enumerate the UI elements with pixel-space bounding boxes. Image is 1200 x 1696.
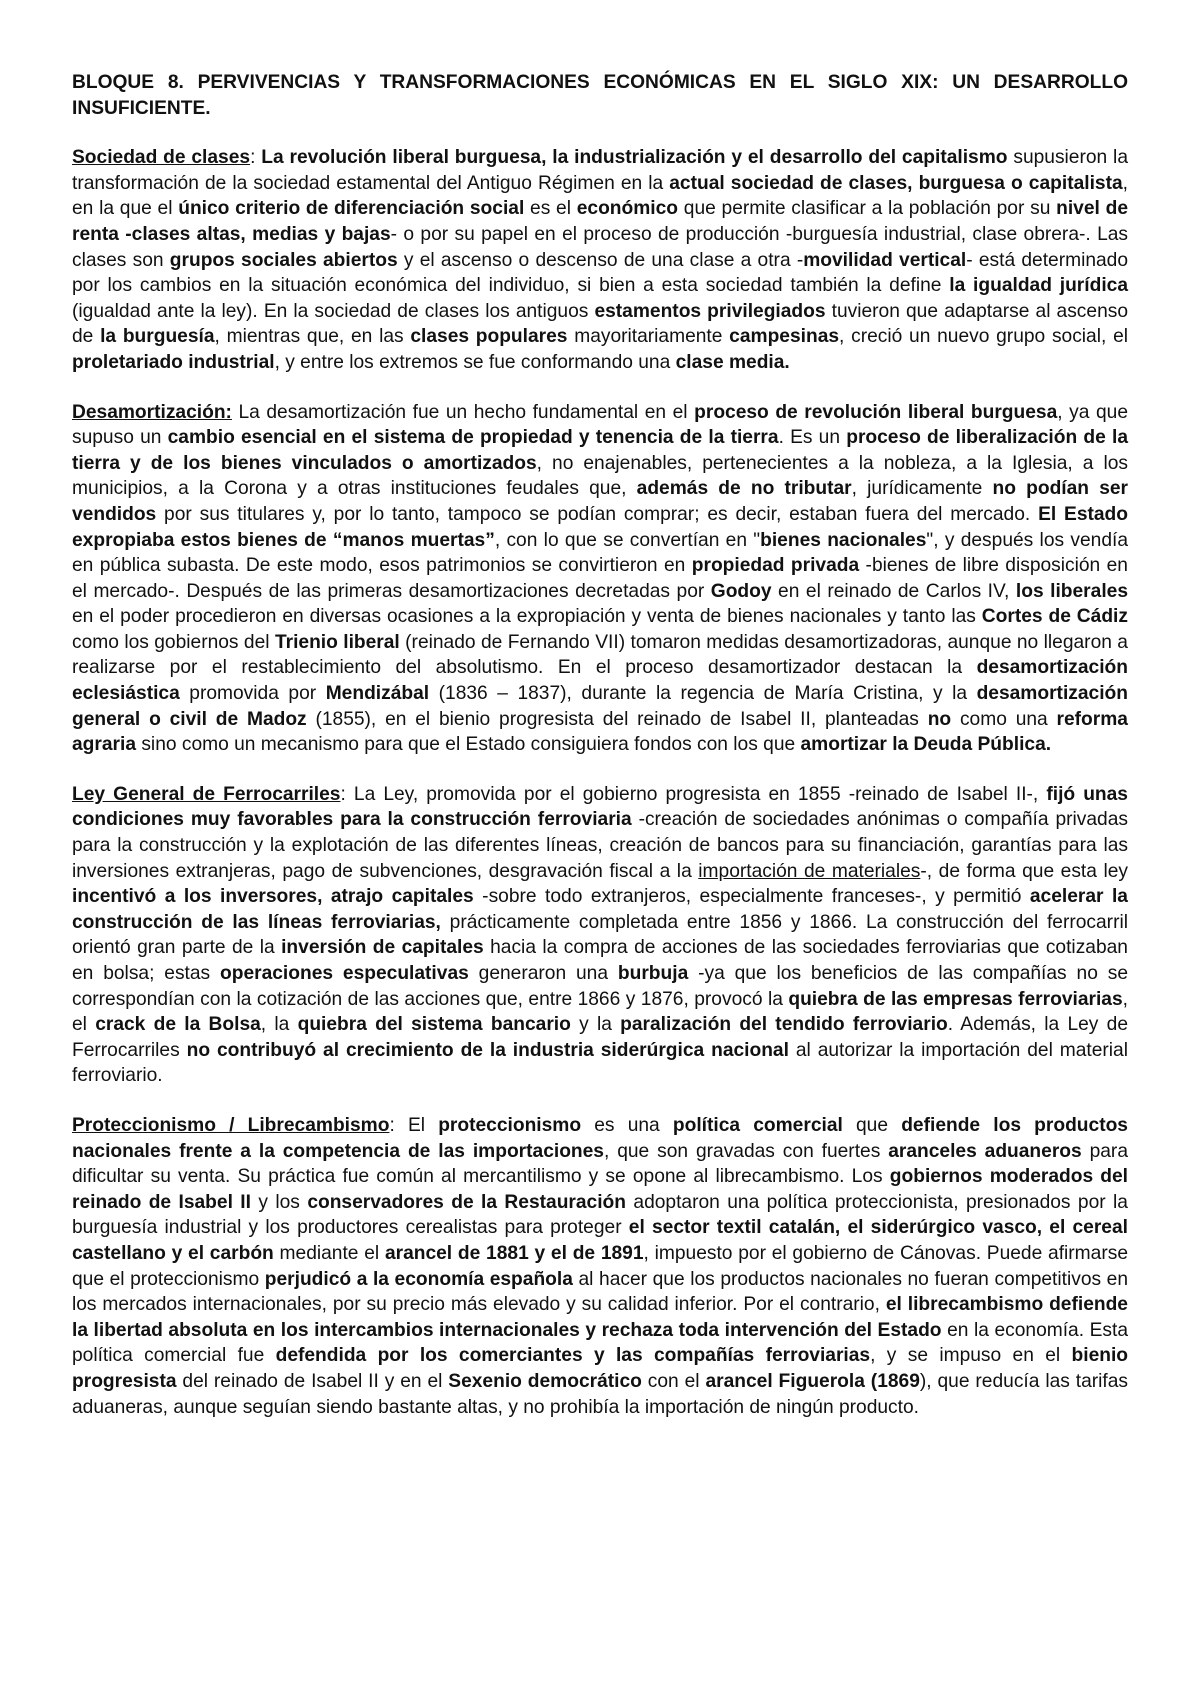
- emphasis-run: además de no tributar: [636, 478, 852, 500]
- emphasis-run: conservadores de la Restauración: [307, 1191, 626, 1213]
- emphasis-run: fijó unas condiciones muy favorables para la construcción ferroviaria: [72, 783, 1128, 831]
- text-run: tuvieron que adaptarse al ascenso de: [72, 300, 1129, 348]
- text-run: al autorizar la importación del material ferroviario.: [72, 1039, 1128, 1087]
- emphasis-run: burbuja: [617, 963, 689, 984]
- text-run: , y entre los extremos se fue conformando una: [274, 351, 676, 373]
- emphasis-run: único criterio de diferenciación social: [178, 198, 525, 220]
- section-desamortizacion: [72, 400, 1128, 758]
- text-run: y la: [570, 1014, 621, 1036]
- section-ley-ferrocarriles: [72, 782, 1128, 1089]
- text-run: -bienes de libre disposición en el mercado-. Después de las primeras desamortizaciones decretadas por: [72, 555, 1128, 602]
- text-run: : La Ley, promovida por el gobierno progresista en 1855 -reinado de Isabel II-,: [340, 783, 1047, 805]
- text-run: , no enajenables, pertenecientes a la nobleza, a la Iglesia, a los municipios, a la Corona y a otras instituciones feudales que,: [72, 452, 1128, 500]
- emphasis-run: proceso de liberalización de la tierra y de los bienes vinculados o amortizados: [72, 427, 1128, 474]
- emphasis-run: campesinas: [729, 326, 840, 348]
- text-run: ), que reducía las tarifas aduaneras, aunque seguían siendo bastante altas, y no prohibía la importación de ningún producto.: [72, 1370, 1128, 1418]
- emphasis-run: bienio progresista: [72, 1345, 1129, 1392]
- emphasis-run: defendida por los comerciantes y las compañías ferroviarias: [275, 1345, 871, 1367]
- section-heading: Ley General de Ferrocarriles: [72, 783, 341, 805]
- text-run: (reinado de Fernando VII) tomaron medidas desamortizadoras, aunque no llegaron a realizarse por el restablecimiento del absolutismo. En el proceso desamortizador destacan la: [72, 631, 1128, 679]
- emphasis-run: no podían ser vendidos: [72, 478, 1128, 525]
- emphasis-run: propiedad privada: [691, 555, 860, 577]
- text-run: es el: [524, 198, 577, 220]
- emphasis-run: inversión de capitales: [281, 937, 484, 959]
- text-run: . Además, la Ley de Ferrocarriles: [72, 1014, 1128, 1061]
- text-run: :: [250, 147, 262, 169]
- text-run: , creció un nuevo grupo social, el: [839, 326, 1128, 348]
- emphasis-run: los liberales: [1015, 580, 1128, 602]
- emphasis-run: Mendizábal: [325, 683, 430, 705]
- emphasis-run: desamortización general o civil de Madoz: [72, 683, 1128, 730]
- text-run: en el reinado de Carlos IV,: [771, 580, 1016, 602]
- text-run: promovida por: [179, 683, 326, 705]
- emphasis-run: no contribuyó al crecimiento de la industria siderúrgica nacional: [186, 1039, 789, 1061]
- text-run: adoptaron una política proteccionista, presionados por la burguesía industrial y los productores cerealistas para proteger: [72, 1191, 1128, 1239]
- emphasis-run: aranceles aduaneros: [888, 1140, 1082, 1162]
- emphasis-run: proletariado industrial: [72, 351, 275, 373]
- text-run: - o por su papel en el proceso de producción -burguesía industrial, clase obrera-. Las clases son: [72, 223, 1128, 271]
- text-run: como una: [951, 708, 1057, 730]
- emphasis-run: estamentos privilegiados: [594, 300, 826, 322]
- text-run: y el ascenso o descenso de una clase a otra -: [397, 249, 804, 271]
- text-run: -ya que los beneficios de las compañías no se correspondían con la cotización de las acciones que, entre 1866 y 1876, provocó la: [72, 963, 1128, 1010]
- text-run: mayoritariamente: [567, 326, 730, 348]
- text-run: que permite clasificar a la población por su: [678, 198, 1057, 220]
- text-run: , que son gravadas con fuertes: [603, 1140, 889, 1162]
- text-run: hacia la compra de acciones de las sociedades ferroviarias que cotizaban en bolsa; estas: [72, 937, 1128, 984]
- text-run: del reinado de Isabel II y en el: [176, 1370, 449, 1392]
- text-run: por sus titulares y, por lo tanto, tampoco se podían comprar; es decir, estaban fuera del mercado.: [156, 503, 1039, 525]
- emphasis-run: Sexenio democrático: [448, 1370, 642, 1392]
- emphasis-run: reforma agraria: [72, 708, 1128, 756]
- section-sociedad-de-clases: [72, 145, 1128, 375]
- section-proteccionismo-librecambismo: [72, 1113, 1128, 1420]
- emphasis-run: arancel Figuerola (1869: [705, 1370, 920, 1392]
- text-run: sino como un mecanismo para que el Estado consiguiera fondos con los que: [136, 734, 801, 756]
- text-run: , jurídicamente: [851, 478, 993, 500]
- emphasis-run: grupos sociales abiertos: [169, 249, 398, 271]
- emphasis-run: amortizar la Deuda Pública.: [800, 734, 1052, 756]
- text-run: como los gobiernos del: [72, 631, 275, 653]
- text-run: generaron una: [468, 963, 618, 984]
- text-run: , el: [72, 988, 1128, 1036]
- emphasis-run: la burguesía: [100, 326, 215, 348]
- text-run: al hacer que los productos nacionales no fueran competitivos en los mercados internacionales, por su precio más elevado y su calidad inferior. Por el contrario,: [72, 1268, 1129, 1316]
- text-run: La desamortización fue un hecho fundamental en el: [231, 401, 695, 423]
- text-run: y los: [250, 1191, 308, 1213]
- section-heading: Sociedad de clases: [72, 147, 251, 169]
- emphasis-run: El Estado expropiaba estos bienes de “manos muertas”: [72, 503, 1128, 551]
- text-run: es una: [581, 1114, 673, 1136]
- emphasis-run: la igualdad jurídica: [949, 275, 1128, 297]
- text-run: , y se impuso en el: [870, 1345, 1072, 1367]
- text-run: , impuesto por el gobierno de Cánovas. Puede afirmarse que el proteccionismo: [72, 1242, 1128, 1290]
- text-run: . Es un: [778, 427, 847, 449]
- emphasis-run: proceso de revolución liberal burguesa: [694, 401, 1058, 423]
- emphasis-run: clase media.: [675, 351, 790, 373]
- section-heading: Desamortización:: [72, 401, 232, 423]
- emphasis-run: Trienio liberal: [274, 631, 400, 653]
- emphasis-run: cambio esencial en el sistema de propiedad y tenencia de la tierra: [167, 427, 779, 449]
- text-run: prácticamente completada entre 1856 y 1866. La construcción del ferrocarril orientó gran parte de la: [72, 911, 1128, 959]
- emphasis-run: quiebra de las empresas ferroviarias: [788, 988, 1123, 1010]
- text-run: en el poder procedieron en diversas ocasiones a la expropiación y venta de bienes nacionales y tanto las: [72, 606, 982, 628]
- underlined-run: importación de materiales: [698, 860, 921, 882]
- text-run: en la economía. Esta política comercial fue: [72, 1319, 1128, 1367]
- text-run: mediante el: [273, 1242, 385, 1264]
- emphasis-run: no: [927, 708, 952, 730]
- text-run: -, de forma que esta ley: [920, 860, 1128, 882]
- text-run: supusieron la transformación de la sociedad estamental del Antiguo Régimen en la: [72, 147, 1128, 194]
- emphasis-run: movilidad vertical: [803, 249, 967, 271]
- emphasis-run: política comercial: [672, 1114, 843, 1136]
- text-run: , con lo que se convertían en ": [494, 529, 761, 551]
- emphasis-run: arancel de 1881 y el de 1891: [384, 1242, 644, 1264]
- emphasis-run: crack de la Bolsa: [95, 1014, 261, 1036]
- emphasis-run: perjudicó a la economía española: [264, 1268, 573, 1290]
- emphasis-run: acelerar la construcción de las líneas ferroviarias,: [72, 886, 1128, 933]
- emphasis-run: operaciones especulativas: [220, 963, 469, 984]
- text-run: - está determinado por los cambios en la situación económica del individuo, si bien a esta sociedad también la define: [72, 249, 1129, 297]
- document-title: BLOQUE 8. PERVIVENCIAS Y TRANSFORMACIONES ECONÓMICAS EN EL SIGLO XIX: UN DESARROLLO INSUFICIENTE.: [72, 72, 1128, 119]
- emphasis-run: nivel de renta -clases altas, medias y bajas: [72, 198, 1128, 245]
- emphasis-run: quiebra del sistema bancario: [297, 1014, 571, 1036]
- text-run: , la: [260, 1014, 298, 1036]
- text-run: (1855), en el bienio progresista del reinado de Isabel II, planteadas: [306, 708, 928, 730]
- emphasis-run: bienes nacionales: [760, 529, 927, 551]
- text-run: -sobre todo extranjeros, especialmente franceses-, y permitió: [473, 886, 1030, 908]
- emphasis-run: económico: [576, 198, 679, 220]
- text-run: , ya que supuso un: [72, 401, 1128, 449]
- emphasis-run: paralización del tendido ferroviario: [620, 1014, 948, 1036]
- text-run: : El: [389, 1114, 439, 1136]
- emphasis-run: La revolución liberal burguesa, la industrialización y el desarrollo del capitalismo: [261, 147, 1008, 169]
- text-run: , en la que el: [72, 172, 1128, 220]
- emphasis-run: actual sociedad de clases, burguesa o capitalista: [669, 172, 1123, 194]
- emphasis-run: Cortes de Cádiz: [981, 606, 1128, 628]
- text-run: (igualdad ante la ley). En la sociedad de clases los antiguos: [72, 300, 595, 322]
- text-run: , mientras que, en las: [214, 326, 411, 348]
- emphasis-run: el sector textil catalán, el siderúrgico vasco, el cereal castellano y el carbón: [72, 1217, 1128, 1264]
- text-run: (1836 – 1837), durante la regencia de María Cristina, y la: [429, 683, 977, 705]
- emphasis-run: incentivó a los inversores, atrajo capitales: [72, 886, 474, 908]
- emphasis-run: proteccionismo: [438, 1114, 582, 1136]
- emphasis-run: gobiernos moderados del reinado de Isabel II: [72, 1166, 1129, 1213]
- emphasis-run: el librecambismo defiende la libertad absoluta en los intercambios internacionales y rechaza toda intervención del Estado: [72, 1294, 1128, 1341]
- text-run: que: [842, 1114, 902, 1136]
- text-run: ", y después los vendía en pública subasta. De este modo, esos patrimonios se convirtieron en: [72, 529, 1128, 577]
- emphasis-run: defiende los productos nacionales frente a la competencia de las importaciones: [72, 1114, 1128, 1162]
- section-heading: Proteccionismo / Librecambismo: [72, 1114, 390, 1136]
- text-run: con el: [641, 1370, 706, 1392]
- emphasis-run: desamortización eclesiástica: [72, 657, 1128, 705]
- text-run: para dificultar su venta. Su práctica fue común al mercantilismo y se opone al librecambismo. Los: [72, 1140, 1128, 1188]
- emphasis-run: clases populares: [410, 326, 568, 348]
- text-run: -creación de sociedades anónimas o compañía privadas para la construcción y la explotación de las diferentes líneas, creación de bancos para su financiación, garantías para las inversiones extranjeras, pago de subvenciones, desgravación fiscal a la: [72, 809, 1128, 882]
- emphasis-run: Godoy: [710, 580, 772, 602]
